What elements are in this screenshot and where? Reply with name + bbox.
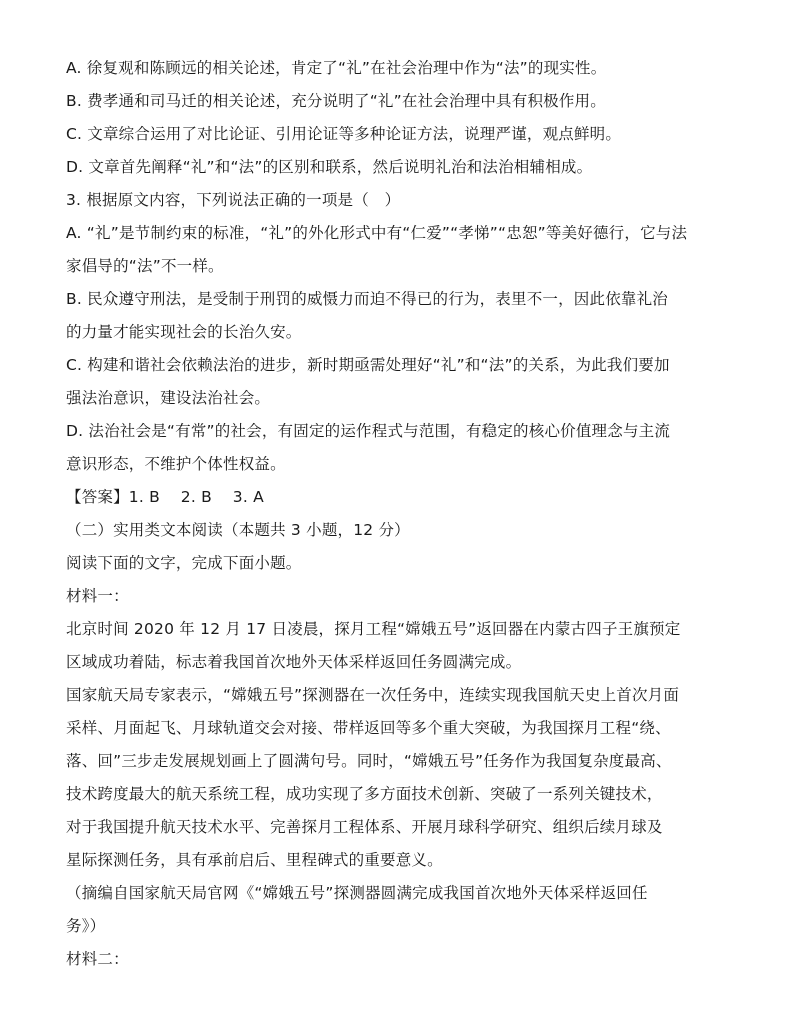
option-3b-line2: 的力量才能实现社会的长治久安。 <box>66 323 302 341</box>
source-citation-line1: （摘编自国家航天局官网《“嫦娥五号”探测器圆满完成我国首次地外天体采样返回任 <box>66 884 648 902</box>
material-1-para2-line1: 国家航天局专家表示，“嫦娥五号”探测器在一次任务中，连续实现我国航天史上首次月面 <box>66 686 680 704</box>
material-1-para2-line4: 技术跨度最大的航天系统工程，成功实现了多方面技术创新、突破了一系列关键技术， <box>66 785 663 803</box>
answer-key: 【答案】1. B 2. B 3. A <box>66 488 264 506</box>
material-1-para2-line3: 落、回”三步走发展规划画上了圆满句号。同时，“嫦娥五号”任务作为我国复杂度最高、 <box>66 752 672 770</box>
option-3d-line1: D. 法治社会是“有常”的社会，有固定的运作程式与范围，有稳定的核心价值理念与主流 <box>66 422 671 440</box>
material-1-para2-line5: 对于我国提升航天技术水平、完善探月工程体系、开展月球科学研究、组织后续月球及 <box>66 818 663 836</box>
option-2a: A. 徐复观和陈顾远的相关论述，肯定了“礼”在社会治理中作为“法”的现实性。 <box>66 59 607 77</box>
option-3a-line1: A. “礼”是节制约束的标准，“礼”的外化形式中有“仁爱”“孝悌”“忠恕”等美好德行，它与法 <box>66 224 688 242</box>
source-citation-line2: 务》） <box>66 917 106 935</box>
material-1-para1-line2: 区域成功着陆，标志着我国首次地外天体采样返回任务圆满完成。 <box>66 653 522 671</box>
option-3d-line2: 意识形态，不维护个体性权益。 <box>66 455 286 473</box>
section-heading: （二）实用类文本阅读（本题共 3 小题，12 分） <box>66 521 410 539</box>
material-1-label: 材料一： <box>66 587 129 605</box>
option-3b-line1: B. 民众遵守刑法，是受制于刑罚的威慑力而迫不得已的行为，表里不一，因此依靠礼治 <box>66 290 668 308</box>
option-2d: D. 文章首先阐释“礼”和“法”的区别和联系，然后说明礼治和法治相辅相成。 <box>66 158 593 176</box>
material-1-para2-line6: 星际探测任务，具有承前启后、里程碑式的重要意义。 <box>66 851 443 869</box>
instruction: 阅读下面的文字，完成下面小题。 <box>66 554 302 572</box>
material-1-para2-line2: 采样、月面起飞、月球轨道交会对接、带样返回等多个重大突破，为我国探月工程“绕、 <box>66 719 671 737</box>
material-1-para1-line1: 北京时间 2020 年 12 月 17 日凌晨，探月工程“嫦娥五号”返回器在内蒙古四子王旗预定 <box>66 620 681 638</box>
option-3c-line1: C. 构建和谐社会依赖法治的进步，新时期亟需处理好“礼”和“法”的关系，为此我们要加 <box>66 356 670 374</box>
material-2-label: 材料二： <box>66 950 129 968</box>
option-2c: C. 文章综合运用了对比论证、引用论证等多种论证方法，说理严谨，观点鲜明。 <box>66 125 622 143</box>
question-3: 3. 根据原文内容，下列说法正确的一项是（ ） <box>66 191 401 209</box>
option-3c-line2: 强法治意识，建设法治社会。 <box>66 389 271 407</box>
option-3a-line2: 家倡导的“法”不一样。 <box>66 257 224 275</box>
option-2b: B. 费孝通和司马迁的相关论述，充分说明了“礼”在社会治理中具有积极作用。 <box>66 92 606 110</box>
